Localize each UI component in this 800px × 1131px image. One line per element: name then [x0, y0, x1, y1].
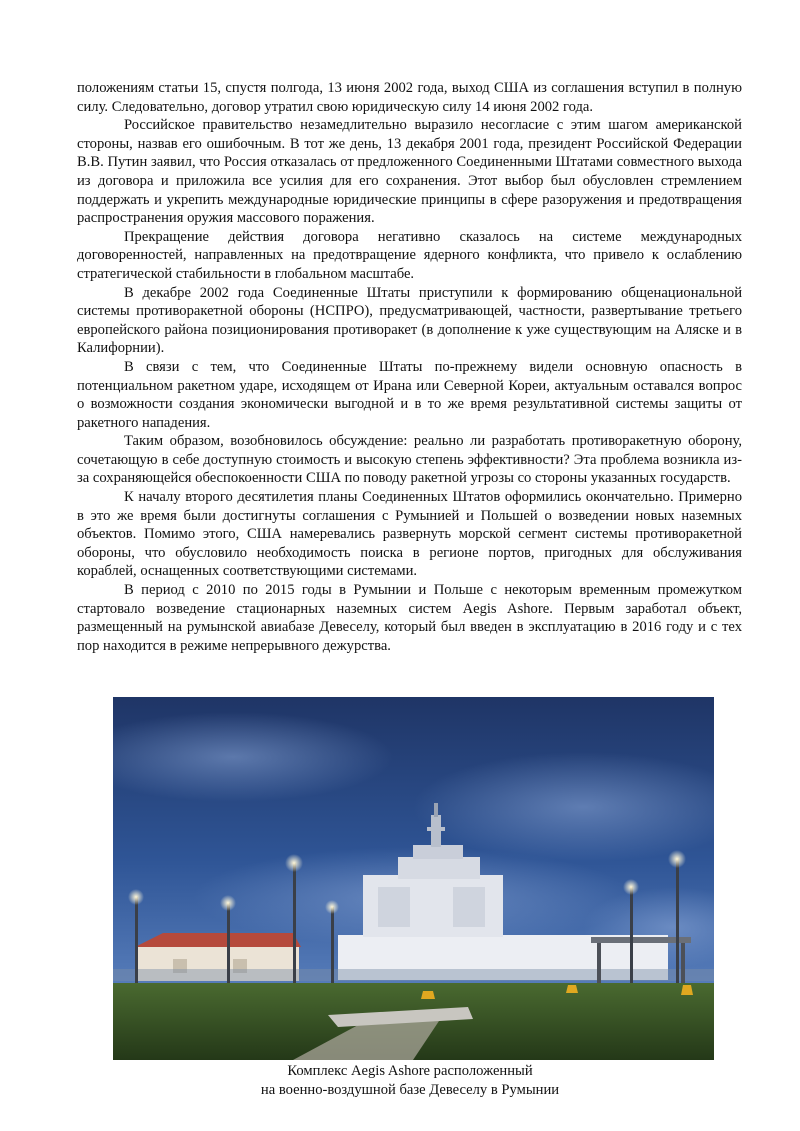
paragraph-8: В период с 2010 по 2015 годы в Румынии и Польше с некоторым временным промежутком стартовало возведение стационарных наземных систем Aegis Ashore. Первым заработал объект, размещенный на румынской авиабазе Девеселу, который был введен в эксплуатацию в 2016 году и с тех пор находится в режиме непрерывного дежурства. [77, 582, 742, 654]
caption-line-2: на военно-воздушной базе Девеселу в Румынии [260, 1081, 560, 1098]
paragraph-4: В декабре 2002 года Соединенные Штаты приступили к формированию общенациональной системы противоракетной обороны (НСПРО), предусматривающей, частности, развертывание третьего европейского района позиционирования противоракет (в дополнение к уже существующим на Аляске и в Калифорнии). [77, 284, 742, 357]
body-text [77, 79, 742, 655]
barrier [681, 985, 693, 995]
figure-caption [100, 1062, 720, 1099]
caption-line-1: Комплекс Aegis Ashore расположенный [287, 1063, 533, 1079]
photo-illustration [113, 697, 714, 1060]
aegis-ashore-photo [113, 697, 714, 1060]
fence [113, 969, 714, 981]
paragraph-7: К началу второго десятилетия планы Соединенных Штатов оформились окончательно. Примерно в это же время были достигнуты соглашения с Румынией и Польшей о возведении новых наземных объектов. Помимо этого, США намеревались развернуть морской сегмент системы противоракетной обороны, что обусловило необходимость поиска в регионе портов, пригодных для обслуживания кораблей, оснащенных соответствующими системами. [77, 489, 742, 580]
barrier [421, 991, 435, 999]
paragraph-1: положениям статьи 15, спустя полгода, 13 июня 2002 года, выход США из соглашения вступил в полную силу. Следовательно, договор утратил свою юридическую силу 14 июня 2002 года. [77, 80, 742, 115]
paragraph-2: Российское правительство незамедлительно выразило несогласие с этим шагом американской стороны, назвав его ошибочным. В тот же день, 13 декабря 2001 года, президент Российской Федерации В.В. Путин заявил, что Россия отказалась от предложенного Соединенными Штатами совместного выхода из договора и приложила все усилия для его сохранения. Этот выбор был обусловлен стремлением поддержать и укрепить международные юридические принципы в сфере разоружения и предотвращения распространения оружия массового поражения. [77, 117, 742, 227]
paragraph-5: В связи с тем, что Соединенные Штаты по-прежнему видели основную опасность в потенциальном ракетном ударе, исходящем от Ирана или Северной Кореи, актуальным оставался вопрос о возможности создания экономически выгодной и в то же время результативной системы защиты от ракетного нападения. [77, 358, 742, 431]
barrier [566, 985, 578, 993]
paragraph-3: Прекращение действия договора негативно сказалось на системе международных договоренностей, направленных на предотвращение ядерного конфликта, что привело к ослаблению стратегической стабильности в глобальном масштабе. [77, 228, 742, 282]
paragraph-6: Таким образом, возобновилось обсуждение: реально ли разработать противоракетную оборону, сочетающую в себе доступную стоимость и высокую степень эффективности? Эта проблема возникла из-за сохраняющейся обеспокоенности США по поводу ракетной угрозы со стороны указанных государств. [77, 433, 742, 487]
